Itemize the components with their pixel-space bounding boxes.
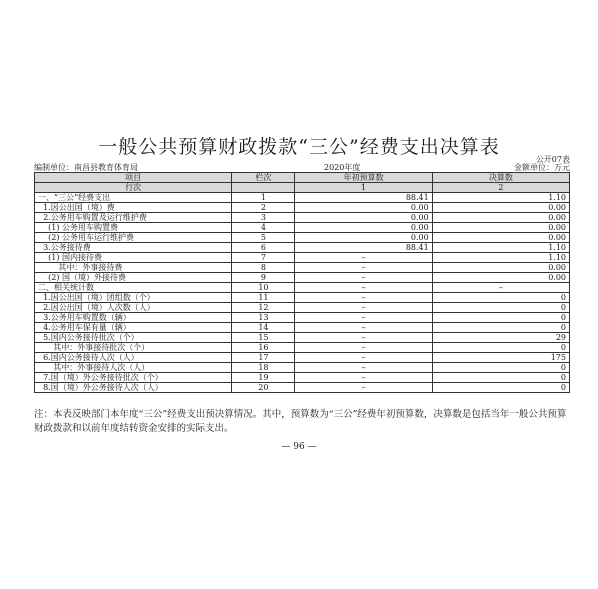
table-row [35, 273, 570, 283]
row-column-no: 2 [232, 203, 295, 213]
table-row [35, 363, 570, 373]
row-budget-value: 88.41 [295, 243, 432, 253]
form-code: 公开07表 [535, 155, 570, 164]
amount-unit: 金额单位：万元 [514, 163, 570, 172]
row-budget-value: – [295, 253, 432, 263]
table-row [35, 323, 570, 333]
subheader-budget: 1 [295, 183, 432, 193]
header-final: 决算数 [432, 173, 569, 183]
row-final-value: 0.00 [432, 203, 569, 213]
row-item-label: (1) 国内接待费 [35, 253, 232, 263]
row-final-value: 1.10 [432, 243, 569, 253]
table-row [35, 193, 570, 203]
page-number: — 96 — [281, 442, 317, 452]
row-final-value: 0.00 [432, 233, 569, 243]
subheader-column-no [232, 183, 295, 193]
row-final-value: 0.00 [432, 273, 569, 283]
row-item-label: 8.国（境）外公务接待人次（人） [35, 383, 232, 393]
table-row [35, 233, 570, 243]
row-final-value: 0.00 [432, 213, 569, 223]
row-budget-value: – [295, 303, 432, 313]
table-row [35, 223, 570, 233]
row-column-no: 15 [232, 333, 295, 343]
subheader-item: 行次 [35, 183, 232, 193]
row-item-label: 3.公务接待费 [35, 243, 232, 253]
table-note: 注：本表反映部门本年度“三公”经费支出预决算情况。其中，预算数为“三公”经费年初预算数，决算数是包括当年一般公共预算财政拨款和以前年度结转资金安排的实际支出。 [34, 409, 567, 434]
row-column-no: 1 [232, 193, 295, 203]
table-row [35, 243, 570, 253]
row-budget-value: 0.00 [295, 233, 432, 243]
row-final-value: 0 [432, 373, 569, 383]
row-final-value: 29 [432, 333, 569, 343]
row-budget-value: – [295, 293, 432, 303]
table-row [35, 353, 570, 363]
header-column-no: 栏次 [232, 173, 295, 183]
row-final-value: 0 [432, 303, 569, 313]
meta-row [34, 162, 570, 172]
row-item-label: 4.公务用车保有量（辆） [35, 323, 232, 333]
row-budget-value: 88.41 [295, 193, 432, 203]
table-row [35, 253, 570, 263]
row-item-label: 6.国内公务接待人次（人） [35, 353, 232, 363]
table-row [35, 213, 570, 223]
row-final-value: – [432, 283, 569, 293]
header-budget: 年初预算数 [295, 173, 432, 183]
row-budget-value: – [295, 323, 432, 333]
row-final-value: 1.10 [432, 253, 569, 263]
row-item-label: 1.因公出国（境）团组数（个） [35, 293, 232, 303]
row-column-no: 9 [232, 273, 295, 283]
row-final-value: 0 [432, 363, 569, 373]
row-column-no: 13 [232, 313, 295, 323]
row-column-no: 20 [232, 383, 295, 393]
row-final-value: 175 [432, 353, 569, 363]
row-column-no: 19 [232, 373, 295, 383]
row-item-label: (2) 国（境）外接待费 [35, 273, 232, 283]
row-column-no: 3 [232, 213, 295, 223]
row-item-label: 其中：外事接待费 [35, 263, 232, 273]
row-column-no: 5 [232, 233, 295, 243]
row-item-label: 3.公务用车购置数（辆） [35, 313, 232, 323]
row-final-value: 1.10 [432, 193, 569, 203]
subheader-row [35, 183, 570, 193]
row-item-label: 5.国内公务接待批次（个） [35, 333, 232, 343]
table-row [35, 263, 570, 273]
row-budget-value: – [295, 373, 432, 383]
row-item-label: 1.因公出国（境）费 [35, 203, 232, 213]
row-final-value: 0.00 [432, 223, 569, 233]
row-item-label: 2.公务用车购置及运行维护费 [35, 213, 232, 223]
row-budget-value: – [295, 363, 432, 373]
row-budget-value: 0.00 [295, 223, 432, 233]
table-row [35, 283, 570, 293]
row-item-label: 7.国（境）外公务接待批次（个） [35, 373, 232, 383]
table-row [35, 373, 570, 383]
row-column-no: 16 [232, 343, 295, 353]
row-column-no: 11 [232, 293, 295, 303]
table-header [35, 173, 570, 193]
table-row [35, 293, 570, 303]
row-budget-value: – [295, 343, 432, 353]
table-row [35, 203, 570, 213]
row-column-no: 4 [232, 223, 295, 233]
row-budget-value: – [295, 353, 432, 363]
table-row [35, 383, 570, 393]
document-title: 一般公共预算财政拨款“三公”经费支出决算表 [98, 136, 500, 158]
table-body [35, 193, 570, 393]
row-column-no: 14 [232, 323, 295, 333]
row-item-label: 一、“三公”经费支出 [35, 193, 232, 203]
row-column-no: 10 [232, 283, 295, 293]
row-item-label: 2.因公出国（境）人次数（人） [35, 303, 232, 313]
row-item-label: (1) 公务用车购置费 [35, 223, 232, 233]
row-item-label: 二、相关统计数 [35, 283, 232, 293]
row-item-label: (2) 公务用车运行维护费 [35, 233, 232, 243]
row-budget-value: – [295, 313, 432, 323]
fiscal-year: 2020年度 [324, 163, 361, 172]
row-column-no: 12 [232, 303, 295, 313]
row-column-no: 17 [232, 353, 295, 363]
row-column-no: 18 [232, 363, 295, 373]
row-item-label: 其中：外事接待批次（个） [35, 343, 232, 353]
row-final-value: 0 [432, 313, 569, 323]
row-column-no: 6 [232, 243, 295, 253]
row-final-value: 0 [432, 383, 569, 393]
row-column-no: 8 [232, 263, 295, 273]
row-budget-value: – [295, 383, 432, 393]
table-row [35, 343, 570, 353]
row-budget-value: – [295, 263, 432, 273]
header-item: 项目 [35, 173, 232, 183]
row-budget-value: 0.00 [295, 213, 432, 223]
row-final-value: 0 [432, 293, 569, 303]
budget-table [34, 172, 570, 393]
row-column-no: 7 [232, 253, 295, 263]
row-budget-value: – [295, 333, 432, 343]
row-final-value: 0 [432, 323, 569, 333]
header-row [35, 173, 570, 183]
row-final-value: 0 [432, 343, 569, 353]
table-row [35, 313, 570, 323]
row-final-value: 0.00 [432, 263, 569, 273]
table-row [35, 333, 570, 343]
row-budget-value: – [295, 283, 432, 293]
row-item-label: 其中：外事接待人次（人） [35, 363, 232, 373]
row-budget-value: – [295, 273, 432, 283]
compiling-unit: 编制单位：南昌县教育体育局 [34, 163, 138, 172]
row-budget-value: 0.00 [295, 203, 432, 213]
table-row [35, 303, 570, 313]
subheader-final: 2 [432, 183, 569, 193]
